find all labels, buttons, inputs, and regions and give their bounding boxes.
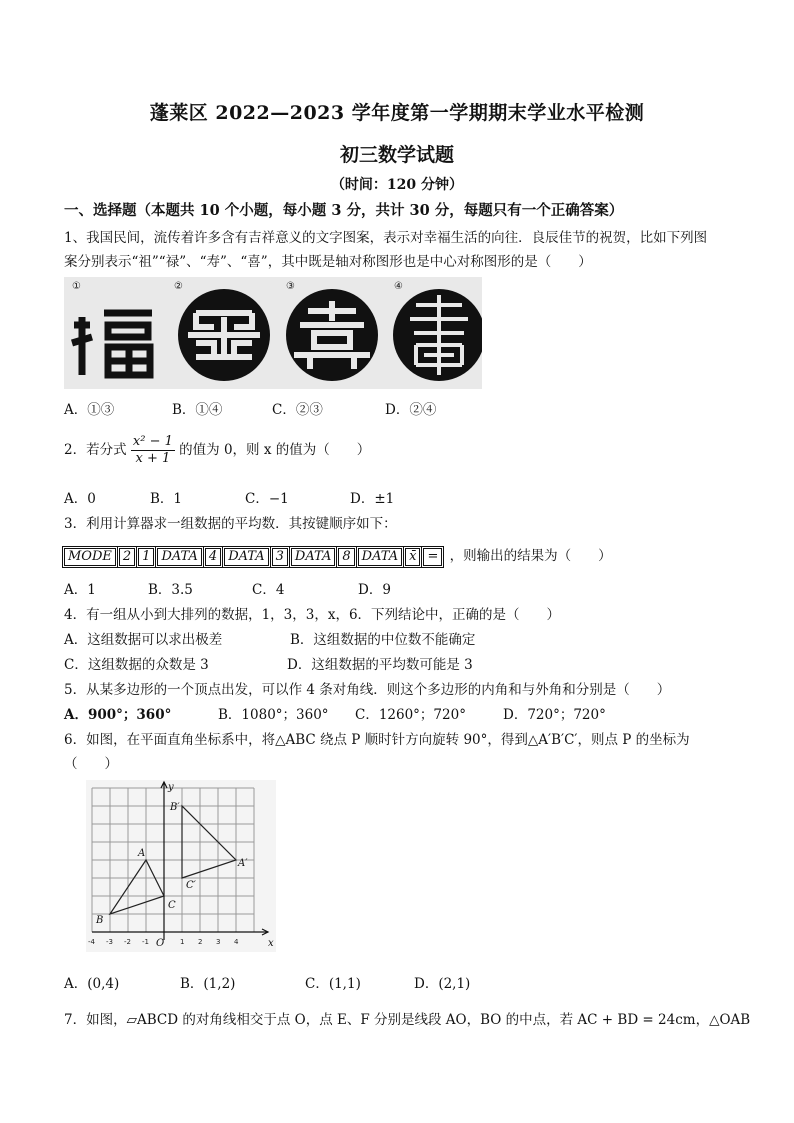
seal-label-3: ③ [286,281,295,292]
q1-option-b[interactable]: B．①④ [172,402,223,418]
q2-denominator: x + 1 [135,451,171,466]
q6-option-b[interactable]: B．(1,2) [180,976,236,992]
key-data: DATA [224,548,268,566]
label-c: C [168,900,176,911]
q4-option-c[interactable]: C．这组数据的众数是 3 [64,657,209,673]
exam-time: （时间：120 分钟） [330,177,464,193]
q4-line1: 4．有一组从小到大排列的数据，1，3，3，x，6．下列结论中，正确的是（ ） [64,607,561,623]
q1-line2: 案分别表示“祖”“禄”、“寿”、“喜”，其中既是轴对称图形也是中心对称图形的是（ ） [64,254,592,270]
q2-line [64,434,370,467]
q3-line1: 3．利用计算器求一组数据的平均数．其按键顺序如下： [64,516,397,532]
q3-option-a[interactable]: A．1 [64,582,96,598]
q6-figure [86,780,276,952]
q1-seal-figure [64,277,482,389]
seal-label-2: ② [174,281,183,292]
label-c-prime: C′ [186,880,196,891]
q5-option-d[interactable]: D．720°；720° [503,707,606,723]
q5-line1: 5．从某多边形的一个顶点出发，可以作 4 条对角线．则这个多边形的内角和与外角和分别是（ ） [64,682,671,698]
q3-key-sequence [64,548,445,566]
key-mode: MODE [64,548,116,566]
tick-neg1: -1 [142,938,149,946]
label-x-axis: x [268,938,274,949]
tick-neg3: -3 [106,938,113,946]
q2-numerator: x² − 1 [132,434,173,449]
exam-subtitle: 初三数学试题 [339,144,454,166]
tick-2: 2 [198,938,203,946]
q2-option-b[interactable]: B．1 [150,491,183,507]
q2-fraction [131,434,175,467]
q6-option-a[interactable]: A．(0,4) [64,976,120,992]
seal-4-icon [393,289,482,381]
q1-option-a[interactable]: A．①③ [64,402,115,418]
q1-option-d[interactable]: D．②④ [385,402,437,418]
label-a-prime: A′ [238,858,248,869]
q6-option-d[interactable]: D．(2,1) [414,976,471,992]
q5-option-b[interactable]: B．1080°；360° [218,707,329,723]
key-data: DATA [291,548,335,566]
q2-option-c[interactable]: C．−1 [245,491,289,507]
q1-option-c[interactable]: C．②③ [272,402,323,418]
q2-suffix: 的值为 0，则 x 的值为（ ） [179,442,371,458]
q3-option-d[interactable]: D．9 [358,582,391,598]
tick-neg4: -4 [88,938,95,946]
q2-option-a[interactable]: A．0 [64,491,96,507]
q3-suffix: ，则输出的结果为（ ） [449,548,612,564]
q1-line1: 1、我国民间，流传着许多含有吉祥意义的文字图案，表示对幸福生活的向往．良辰佳节的祝贺，比如下列图 [64,230,708,246]
q5-option-c[interactable]: C．1260°；720° [355,707,466,723]
seal-2-icon [178,289,270,381]
seal-label-1: ① [72,281,81,292]
key-4: 4 [205,548,221,566]
q1-figure [64,277,482,389]
q4-option-b[interactable]: B．这组数据的中位数不能确定 [290,632,476,648]
label-b-prime: B′ [170,802,180,813]
q3-option-c[interactable]: C．4 [252,582,285,598]
q6-line2: （ ） [64,756,118,772]
q6-line1: 6．如图，在平面直角坐标系中，将△ABC 绕点 P 顺时针方向旋转 90°，得到△A′B′C′，则点 P 的坐标为 [64,732,690,748]
label-b: B [96,915,104,926]
q2-prefix: 2．若分式 [64,442,127,458]
key-2: 2 [119,548,135,566]
q6-option-c[interactable]: C．(1,1) [305,976,361,992]
section-heading: 一、选择题（本题共 10 个小题，每小题 3 分，共计 30 分，每题只有一个正确答案） [64,202,624,219]
key-data: DATA [358,548,402,566]
key-8: 8 [338,548,354,566]
label-origin: O [156,938,165,949]
key-1: 1 [138,548,154,566]
q2-option-d[interactable]: D．±1 [350,491,395,507]
q3-keys-line [64,544,612,566]
q5-option-a[interactable]: A．900°；360° [64,707,172,723]
q3-option-b[interactable]: B．3.5 [148,582,193,598]
tick-neg2: -2 [124,938,131,946]
q6-coordinate-grid [86,780,276,952]
key-equals: = [423,548,442,566]
key-mean: x̄ [405,548,420,566]
key-3: 3 [272,548,288,566]
label-a: A [138,848,146,859]
q4-option-a[interactable]: A．这组数据可以求出极差 [64,632,223,648]
q4-option-d[interactable]: D．这组数据的平均数可能是 3 [287,657,473,673]
tick-4: 4 [234,938,239,946]
seal-3-icon [286,289,378,381]
seal-label-4: ④ [394,281,403,292]
label-y-axis: y [168,782,174,793]
tick-3: 3 [216,938,221,946]
exam-title: 蓬莱区 2022—2023 学年度第一学期期末学业水平检测 [149,102,645,124]
tick-1: 1 [180,938,185,946]
key-data: DATA [157,548,201,566]
q7-line1: 7．如图，▱ABCD 的对角线相交于点 O，点 E、F 分别是线段 AO，BO 的中点，若 AC + BD = 24cm，△OAB [64,1012,751,1028]
